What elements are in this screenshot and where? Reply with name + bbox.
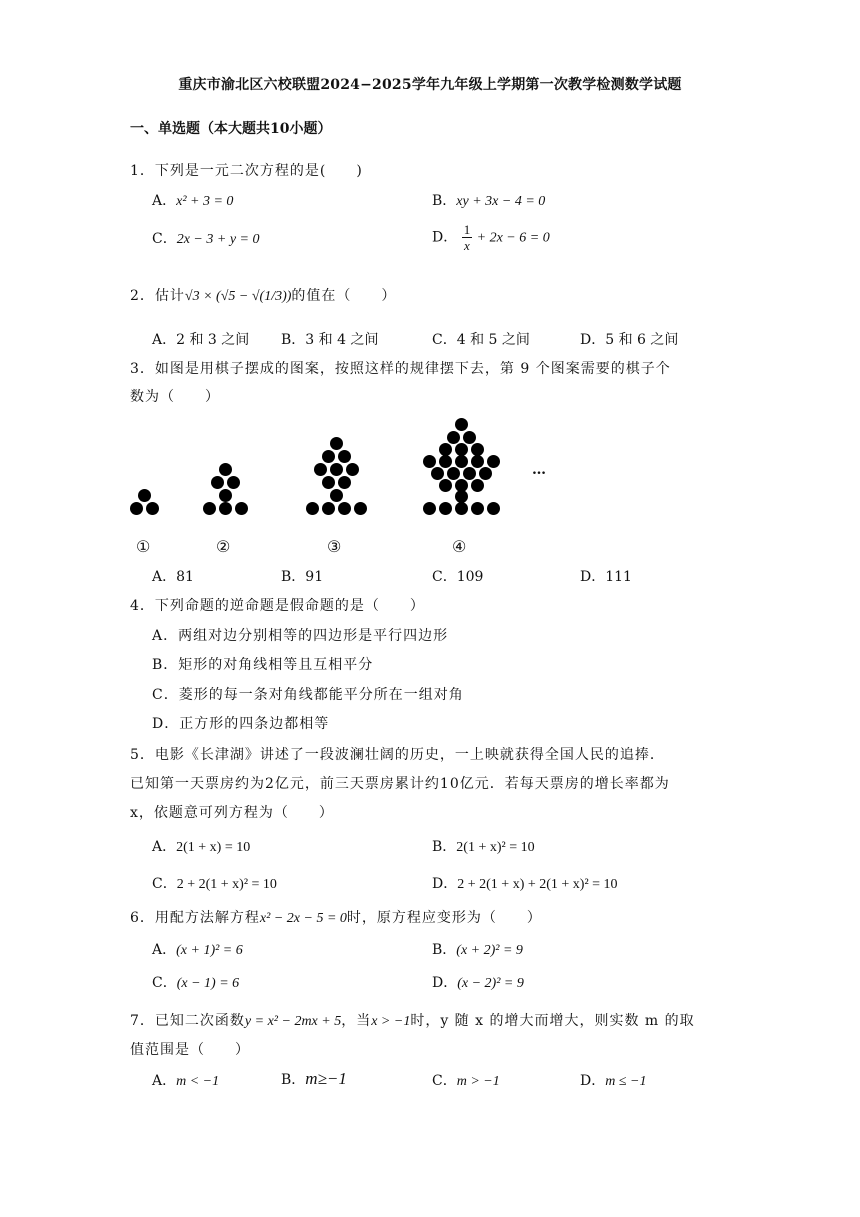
chess-piece xyxy=(146,502,159,515)
chess-piece xyxy=(487,455,500,468)
q4-option-d[interactable]: D．正方形的四条边都相等 xyxy=(152,716,330,732)
chess-piece xyxy=(455,455,468,468)
chess-piece xyxy=(439,479,452,492)
q1-option-c[interactable]: C．2x − 3 + y = 0 xyxy=(152,231,260,247)
question-7-line2: 值范围是（ ） xyxy=(130,1042,250,1058)
question-3-stem-line1: 3．如图是用棋子摆成的图案，按照这样的规律摆下去，第 9 个图案需要的棋子个 xyxy=(130,361,671,377)
chess-piece xyxy=(471,502,484,515)
chess-piece xyxy=(431,467,444,480)
question-6-stem: 6．用配方法解方程x² − 2x − 5 = 0时，原方程应变形为（ ） xyxy=(130,910,542,926)
chess-piece xyxy=(346,463,359,476)
question-5-line3: x，依题意可列方程为（ ） xyxy=(130,805,334,821)
chess-piece xyxy=(322,450,335,463)
q2-option-a[interactable]: A．2 和 3 之间 xyxy=(152,332,250,348)
chess-piece xyxy=(455,502,468,515)
q3-option-d[interactable]: D．111 xyxy=(580,569,632,585)
q5-option-d[interactable]: D．2 + 2(1 + x) + 2(1 + x)² = 10 xyxy=(432,876,618,892)
chess-piece xyxy=(138,489,151,502)
chess-piece xyxy=(447,431,460,444)
question-4-stem: 4．下列命题的逆命题是假命题的是（ ） xyxy=(130,598,425,614)
q7-option-a[interactable]: A．m < −1 xyxy=(152,1073,220,1089)
chess-piece xyxy=(487,502,500,515)
q7-option-c[interactable]: C．m > −1 xyxy=(432,1073,500,1089)
question-1-stem: 1．下列是一元二次方程的是( ) xyxy=(130,163,363,179)
question-2-stem: 2．估计√3 × (√5 − √(1/3))的值在（ ） xyxy=(130,288,397,304)
figure-label-3: ③ xyxy=(327,537,342,556)
chess-piece xyxy=(235,502,248,515)
chess-piece xyxy=(338,476,351,489)
q6-option-b[interactable]: B．(x + 2)² = 9 xyxy=(432,942,523,958)
question-5-line2: 已知第一天票房约为2亿元，前三天票房累计约10亿元．若每天票房的增长率都为 xyxy=(130,776,670,792)
q2-option-d[interactable]: D．5 和 6 之间 xyxy=(580,332,679,348)
q2-option-b[interactable]: B．3 和 4 之间 xyxy=(281,332,379,348)
chess-piece xyxy=(471,455,484,468)
chess-piece xyxy=(479,467,492,480)
chess-piece xyxy=(354,502,367,515)
chess-piece xyxy=(338,502,351,515)
q4-option-c[interactable]: C．菱形的每一条对角线都能平分所在一组对角 xyxy=(152,687,464,703)
fraction: $\frac{1}{x}$ xyxy=(463,222,471,253)
q3-option-b[interactable]: B．91 xyxy=(281,569,324,585)
q5-option-b[interactable]: B．2(1 + x)² = 10 xyxy=(432,839,535,855)
q1-option-b[interactable]: B．xy + 3x − 4 = 0 xyxy=(432,193,546,209)
page-title: 重庆市渝北区六校联盟2024−2025学年九年级上学期第一次教学检测数学试题 xyxy=(178,77,682,93)
chess-piece xyxy=(330,437,343,450)
q6-option-a[interactable]: A．(x + 1)² = 6 xyxy=(152,942,243,958)
chess-piece xyxy=(423,502,436,515)
q3-option-a[interactable]: A．81 xyxy=(152,569,194,585)
figure-label-4: ④ xyxy=(452,537,467,556)
q4-option-a[interactable]: A．两组对边分别相等的四边形是平行四边形 xyxy=(152,628,449,644)
figure-label-1: ① xyxy=(136,537,151,556)
q2-option-c[interactable]: C．4 和 5 之间 xyxy=(432,332,530,348)
q3-option-c[interactable]: C．109 xyxy=(432,569,484,585)
section-heading: 一、单选题（本大题共10小题） xyxy=(130,121,332,137)
chess-piece xyxy=(322,502,335,515)
chess-piece xyxy=(219,463,232,476)
chess-piece xyxy=(130,502,143,515)
chess-piece xyxy=(423,455,436,468)
chess-piece xyxy=(219,489,232,502)
question-3-stem-line2: 数为（ ） xyxy=(130,389,220,405)
chess-piece xyxy=(471,479,484,492)
question-7-line1: 7．已知二次函数y = x² − 2mx + 5，当x > −1时，y 随 x 的增大而增大，则实数 m 的取 xyxy=(130,1013,695,1029)
chess-piece xyxy=(439,455,452,468)
q6-option-c[interactable]: C．(x − 1) = 6 xyxy=(152,975,240,991)
chess-piece xyxy=(338,450,351,463)
q4-option-b[interactable]: B．矩形的对角线相等且互相平分 xyxy=(152,657,374,673)
chess-piece xyxy=(306,502,319,515)
chess-piece xyxy=(439,502,452,515)
chess-piece xyxy=(219,502,232,515)
chess-piece xyxy=(227,476,240,489)
chess-piece xyxy=(447,467,460,480)
chess-piece xyxy=(455,418,468,431)
chess-piece xyxy=(322,476,335,489)
chess-piece xyxy=(330,463,343,476)
chess-piece xyxy=(211,476,224,489)
chess-piece xyxy=(314,463,327,476)
ellipsis: … xyxy=(532,462,546,478)
chess-piece xyxy=(203,502,216,515)
q5-option-a[interactable]: A．2(1 + x) = 10 xyxy=(152,839,251,855)
q5-option-c[interactable]: C．2 + 2(1 + x)² = 10 xyxy=(152,876,277,892)
q7-option-d[interactable]: D．m ≤ −1 xyxy=(580,1073,647,1089)
chess-piece xyxy=(463,467,476,480)
chess-piece xyxy=(330,489,343,502)
chess-piece xyxy=(463,431,476,444)
q1-option-a[interactable]: A．x² + 3 = 0 xyxy=(152,193,234,209)
figure-label-2: ② xyxy=(216,537,231,556)
q1-option-d[interactable]: D． $\frac{1}{x}$ + 2x − 6 = 0 xyxy=(432,222,550,253)
q6-option-d[interactable]: D．(x − 2)² = 9 xyxy=(432,975,524,991)
question-5-line1: 5．电影《长津湖》讲述了一段波澜壮阔的历史，一上映就获得全国人民的追捧． xyxy=(130,747,665,763)
q7-option-b[interactable]: B．m≥−1 xyxy=(281,1069,347,1088)
